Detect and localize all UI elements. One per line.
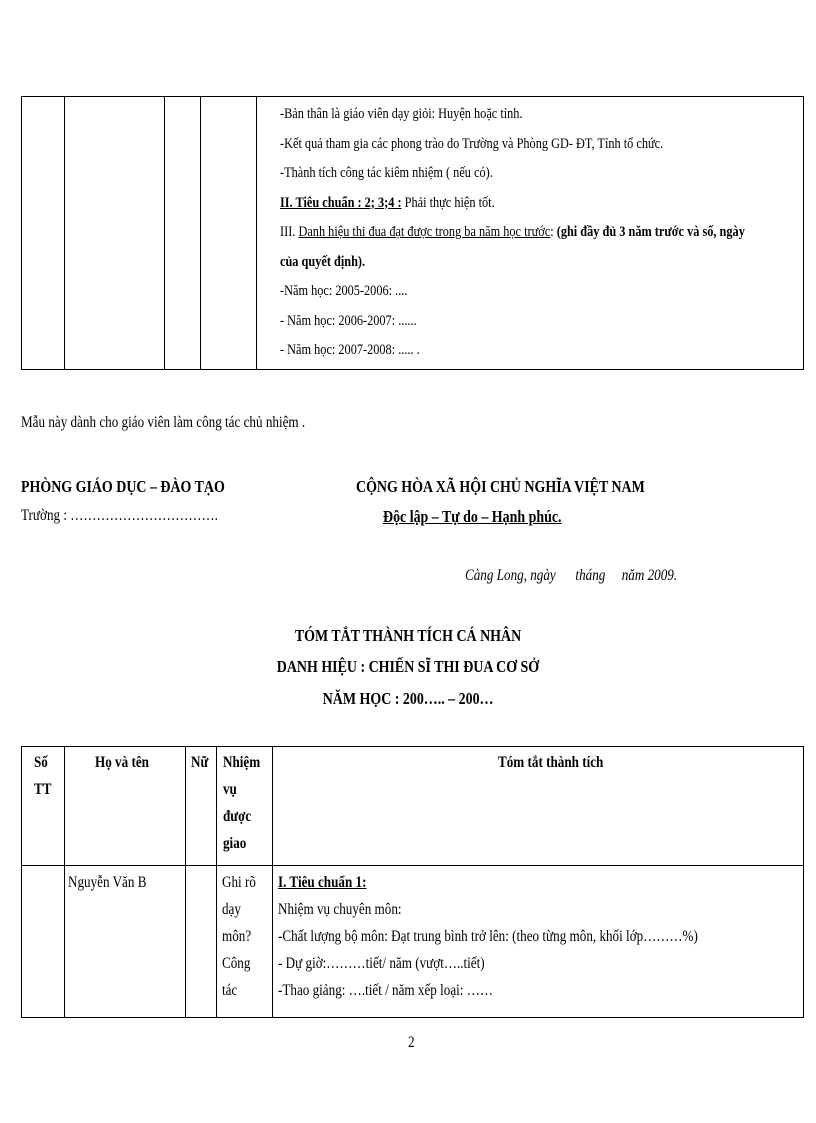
titles-prefix: III. — [280, 224, 299, 240]
achievement-line: -Thành tích công tác kiêm nhiệm ( nếu có). — [280, 165, 493, 181]
criteria-1-heading: I. Tiêu chuẩn 1: — [278, 874, 367, 891]
achievement-line: -Chất lượng bộ môn: Đạt trung bình trở lên: (theo từng môn, khối lớp………%) — [278, 928, 698, 945]
titles-heading: Danh hiệu thi đua đạt được trong ba năm học trước — [298, 224, 551, 240]
achievement-line: -Thao giảng: ….tiết / năm xếp loại: …… — [278, 982, 493, 999]
column-divider — [216, 747, 217, 1017]
nation-name: CỘNG HÒA XÃ HỘI CHỦ NGHĨA VIỆT NAM — [356, 477, 645, 496]
column-divider — [272, 747, 273, 1017]
header-duty: Nhiệm vụ được giao — [223, 754, 261, 852]
header-female: Nữ — [191, 754, 209, 771]
row-name: Nguyễn Văn B — [68, 874, 147, 891]
achievement-line: - Dự giờ:………tiết/ năm (vượt…..tiết) — [278, 955, 485, 972]
titles-note-continued: của quyết định). — [280, 253, 366, 270]
header-summary: Tóm tắt thành tích — [498, 754, 604, 771]
header-stt: Số TT — [34, 754, 52, 798]
column-divider — [64, 97, 65, 369]
row-achievements — [278, 871, 698, 1006]
template-note: Mẫu này dành cho giáo viên làm công tác chủ nhiệm . — [21, 414, 306, 431]
date-line: Càng Long, ngày tháng năm 2009. — [465, 567, 678, 584]
doc-title-line-3: NĂM HỌC : 200….. – 200… — [322, 689, 494, 708]
achievement-line: -Kết quả tham gia các phong trào do Trường và Phòng GD- ĐT, Tỉnh tổ chức. — [280, 135, 664, 152]
header-divider — [22, 865, 803, 866]
column-divider — [164, 97, 165, 369]
column-divider — [185, 747, 186, 1017]
header-name: Họ và tên — [95, 754, 149, 771]
page-number: 2 — [408, 1034, 415, 1051]
achievement-line: Nhiệm vụ chuyên môn: — [278, 901, 402, 918]
school-field: Trường : ……………………………. — [21, 507, 218, 524]
column-divider — [256, 97, 257, 369]
year-line: -Năm học: 2005-2006: .... — [280, 283, 408, 299]
column-divider — [200, 97, 201, 369]
achievement-table — [21, 746, 804, 1018]
doc-title-line-2: DANH HIỆU : CHIẾN SĨ THI ĐUA CƠ SỞ — [276, 657, 540, 676]
national-motto: Độc lập – Tự do – Hạnh phúc. — [383, 507, 562, 526]
doc-title-line-1: TÓM TẮT THÀNH TÍCH CÁ NHÂN — [294, 626, 522, 645]
titles-colon: : — [550, 224, 557, 240]
year-line: - Năm học: 2007-2008: ..... . — [280, 342, 420, 358]
achievement-line: -Bản thân là giáo viên dạy giỏi: Huyện hoặc tỉnh. — [280, 106, 523, 122]
top-table — [21, 96, 804, 370]
titles-note: (ghi đầy đủ 3 năm trước và số, ngày — [556, 224, 745, 240]
titles-line — [280, 219, 745, 249]
year-line: - Năm học: 2006-2007: ...... — [280, 312, 417, 329]
top-table-achievements — [280, 101, 745, 367]
department-name: PHÒNG GIÁO DỤC – ĐÀO TẠO — [21, 477, 225, 496]
criteria-heading: II. Tiêu chuẩn : 2; 3;4 : — [280, 194, 402, 211]
criteria-line — [280, 190, 727, 220]
column-divider — [64, 747, 65, 1017]
row-duty: Ghi rõ dạy môn? Công tác — [222, 874, 256, 999]
criteria-text: Phải thực hiện tốt. — [401, 194, 495, 211]
